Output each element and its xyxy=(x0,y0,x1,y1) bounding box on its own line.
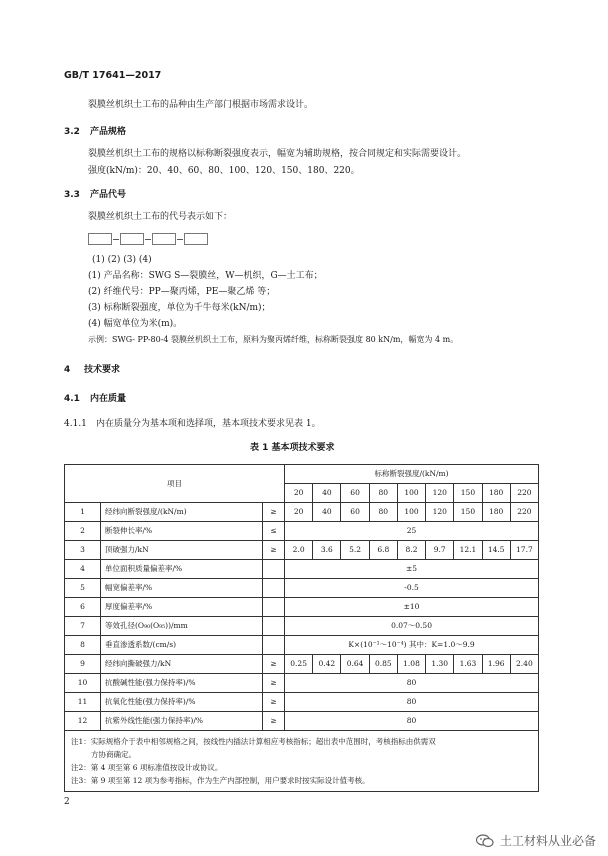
section-3-2-number: 3.2 xyxy=(64,127,80,137)
row-number-cell: 6 xyxy=(65,598,101,617)
header-item: 项目 xyxy=(65,465,285,503)
item-name-cell: 断裂伸长率/% xyxy=(101,522,263,541)
operator-cell xyxy=(263,636,285,655)
value-cell: 220 xyxy=(510,503,538,522)
code-item-2: (2) 纤维代号：PP—聚丙烯，PE—聚乙烯 等； xyxy=(88,287,276,297)
table-row xyxy=(65,712,539,731)
code-box-1 xyxy=(88,233,112,245)
span-value-cell: ±5 xyxy=(285,560,539,579)
code-box-4 xyxy=(184,233,208,245)
table-row xyxy=(65,674,539,693)
row-number-cell: 8 xyxy=(65,636,101,655)
span-value-cell: 80 xyxy=(285,693,539,712)
value-cell: 0.85 xyxy=(369,655,397,674)
item-name-cell: 顶破强力/kN xyxy=(101,541,263,560)
span-value-cell: 80 xyxy=(285,712,539,731)
item-name-cell: 单位面积质量偏差率/% xyxy=(101,560,263,579)
code-box-2 xyxy=(120,233,144,245)
item-name-cell: 经纬向断裂强度/(kN/m) xyxy=(101,503,263,522)
strength-header-cell: 20 xyxy=(285,484,313,503)
note-1: 注1：实际规格介于表中相邻规格之间，按线性内插法计算相应考核指标；超出表中范围时，考核指标由供需双 xyxy=(71,737,436,746)
span-value-cell: 0.07～0.50 xyxy=(285,617,539,636)
operator-cell: ≥ xyxy=(263,712,285,731)
row-number-cell: 12 xyxy=(65,712,101,731)
table-row xyxy=(65,503,539,522)
row-number-cell: 11 xyxy=(65,693,101,712)
item-name-cell: 幅宽偏差率/% xyxy=(101,579,263,598)
code-dash xyxy=(177,239,183,240)
value-cell: 1.08 xyxy=(397,655,425,674)
code-item-1: (1) 产品名称：SWG S—裂膜丝，W—机织，G—土工布； xyxy=(88,271,323,281)
value-cell: 5.2 xyxy=(341,541,369,560)
value-cell: 80 xyxy=(369,503,397,522)
value-cell: 9.7 xyxy=(426,541,454,560)
standard-number: GB/T 17641—2017 xyxy=(64,70,162,81)
watermark-text: 土工材料从业必备 xyxy=(499,834,596,848)
value-cell: 2.40 xyxy=(510,655,538,674)
span-value-cell: 80 xyxy=(285,674,539,693)
table-row xyxy=(65,541,539,560)
value-cell: 17.7 xyxy=(510,541,538,560)
value-cell: 14.5 xyxy=(482,541,510,560)
value-cell: 150 xyxy=(454,503,482,522)
item-name-cell: 抗氧化性能(强力保持率)/% xyxy=(101,693,263,712)
value-cell: 60 xyxy=(341,503,369,522)
row-number-cell: 1 xyxy=(65,503,101,522)
span-value-cell: 25 xyxy=(285,522,539,541)
row-number-cell: 5 xyxy=(65,579,101,598)
operator-cell xyxy=(263,617,285,636)
section-4-1-1-number: 4.1.1 xyxy=(64,419,87,429)
section-3-3-title: 产品代号 xyxy=(90,190,127,200)
table-row xyxy=(65,693,539,712)
value-cell: 8.2 xyxy=(397,541,425,560)
chat-bubble-icon xyxy=(476,834,494,848)
note-3: 注3：第 9 项至第 12 项为参考指标，作为生产内部控制，用户要求时按实际设计值考核。 xyxy=(71,776,370,785)
value-cell: 1.63 xyxy=(454,655,482,674)
strength-header-cell: 100 xyxy=(397,484,425,503)
value-cell: 1.96 xyxy=(482,655,510,674)
code-dash xyxy=(113,239,119,240)
table-row xyxy=(65,579,539,598)
table-row xyxy=(65,598,539,617)
table-body xyxy=(65,503,539,731)
value-cell: 3.6 xyxy=(313,541,341,560)
strength-header-cell: 180 xyxy=(482,484,510,503)
table-caption: 表 1 基本项技术要求 xyxy=(250,443,335,453)
table-row xyxy=(65,655,539,674)
value-cell: 6.8 xyxy=(369,541,397,560)
span-value-cell: ±10 xyxy=(285,598,539,617)
item-name-cell: 厚度偏差率/% xyxy=(101,598,263,617)
intro-paragraph: 裂膜丝机织土工布的品种由生产部门根据市场需求设计。 xyxy=(88,100,314,110)
row-number-cell: 10 xyxy=(65,674,101,693)
note-2: 注2：第 4 项至第 6 项标准值按设计或协议。 xyxy=(71,763,223,772)
operator-cell: ≤ xyxy=(263,522,285,541)
strength-header-cell: 40 xyxy=(313,484,341,503)
operator-cell: ≥ xyxy=(263,693,285,712)
section-3-2-line-2: 强度(kN/m)：20、40、60、80、100、120、150、180、220。 xyxy=(88,166,360,176)
value-cell: 2.0 xyxy=(285,541,313,560)
row-number-cell: 9 xyxy=(65,655,101,674)
value-cell: 20 xyxy=(285,503,313,522)
section-3-3-line-1: 裂膜丝机织土工布的代号表示如下： xyxy=(88,212,233,222)
header-strength: 标称断裂强度/(kN/m) xyxy=(285,465,539,484)
code-example: 示例：SWG- PP-80-4 裂膜丝机织土工布，原料为聚丙烯纤维，标称断裂强度 80 kN/m，幅宽为 4 m。 xyxy=(88,335,459,344)
value-cell: 12.1 xyxy=(454,541,482,560)
item-name-cell: 垂直渗透系数/(cm/s) xyxy=(101,636,263,655)
code-position-labels: (1) (2) (3) (4) xyxy=(92,255,152,265)
section-3-2-title: 产品规格 xyxy=(90,127,127,137)
watermark xyxy=(476,832,596,849)
section-3-2-line-1: 裂膜丝机织土工布的规格以标称断裂强度表示，幅宽为辅助规格，按合同规定和实际需要设计。 xyxy=(88,149,467,159)
product-code-diagram xyxy=(88,233,208,245)
section-4-1-title: 内在质量 xyxy=(90,394,127,404)
value-cell: 0.64 xyxy=(341,655,369,674)
value-cell: 1.30 xyxy=(426,655,454,674)
section-4-title: 技术要求 xyxy=(84,365,121,375)
strength-header-cell: 80 xyxy=(369,484,397,503)
strength-header-cell: 60 xyxy=(341,484,369,503)
value-cell: 100 xyxy=(397,503,425,522)
value-cell: 180 xyxy=(482,503,510,522)
item-name-cell: 抗紫外线性能(强力保持率)/% xyxy=(101,712,263,731)
strength-header-cell: 120 xyxy=(426,484,454,503)
code-item-4: (4) 幅宽单位为米(m)。 xyxy=(88,319,183,329)
section-4-1-number: 4.1 xyxy=(64,394,80,404)
operator-cell xyxy=(263,579,285,598)
table-row xyxy=(65,617,539,636)
item-name-cell: 等效孔径(O₉₀(O₉₅))/mm xyxy=(101,617,263,636)
table-row xyxy=(65,522,539,541)
code-item-3: (3) 标称断裂强度，单位为千牛每米(kN/m)； xyxy=(88,303,271,313)
value-cell: 0.25 xyxy=(285,655,313,674)
span-value-cell: K×(10⁻¹～10⁻⁴) 其中：K=1.0～9.9 xyxy=(285,636,539,655)
row-number-cell: 4 xyxy=(65,560,101,579)
operator-cell: ≥ xyxy=(263,674,285,693)
value-cell: 120 xyxy=(426,503,454,522)
strength-header-cell: 220 xyxy=(510,484,538,503)
item-name-cell: 经纬向撕破强力/kN xyxy=(101,655,263,674)
operator-cell xyxy=(263,598,285,617)
row-number-cell: 3 xyxy=(65,541,101,560)
section-4-1-1-text: 内在质量分为基本项和选择项，基本项技术要求见表 1。 xyxy=(96,419,321,429)
section-3-3-number: 3.3 xyxy=(64,190,80,200)
strength-header-cell: 150 xyxy=(454,484,482,503)
item-name-cell: 抗酸碱性能(强力保持率)/% xyxy=(101,674,263,693)
technical-requirements-table xyxy=(64,464,539,792)
operator-cell: ≥ xyxy=(263,503,285,522)
operator-cell: ≥ xyxy=(263,655,285,674)
page-number: 2 xyxy=(64,797,70,807)
operator-cell: ≥ xyxy=(263,541,285,560)
code-box-3 xyxy=(152,233,176,245)
table-row xyxy=(65,636,539,655)
row-number-cell: 7 xyxy=(65,617,101,636)
section-4-number: 4 xyxy=(64,365,71,375)
value-cell: 40 xyxy=(313,503,341,522)
operator-cell xyxy=(263,560,285,579)
table-row xyxy=(65,560,539,579)
code-dash xyxy=(145,239,151,240)
table-notes xyxy=(65,731,539,792)
value-cell: 0.42 xyxy=(313,655,341,674)
note-1-continued: 方协商确定。 xyxy=(91,750,136,759)
row-number-cell: 2 xyxy=(65,522,101,541)
span-value-cell: -0.5 xyxy=(285,579,539,598)
